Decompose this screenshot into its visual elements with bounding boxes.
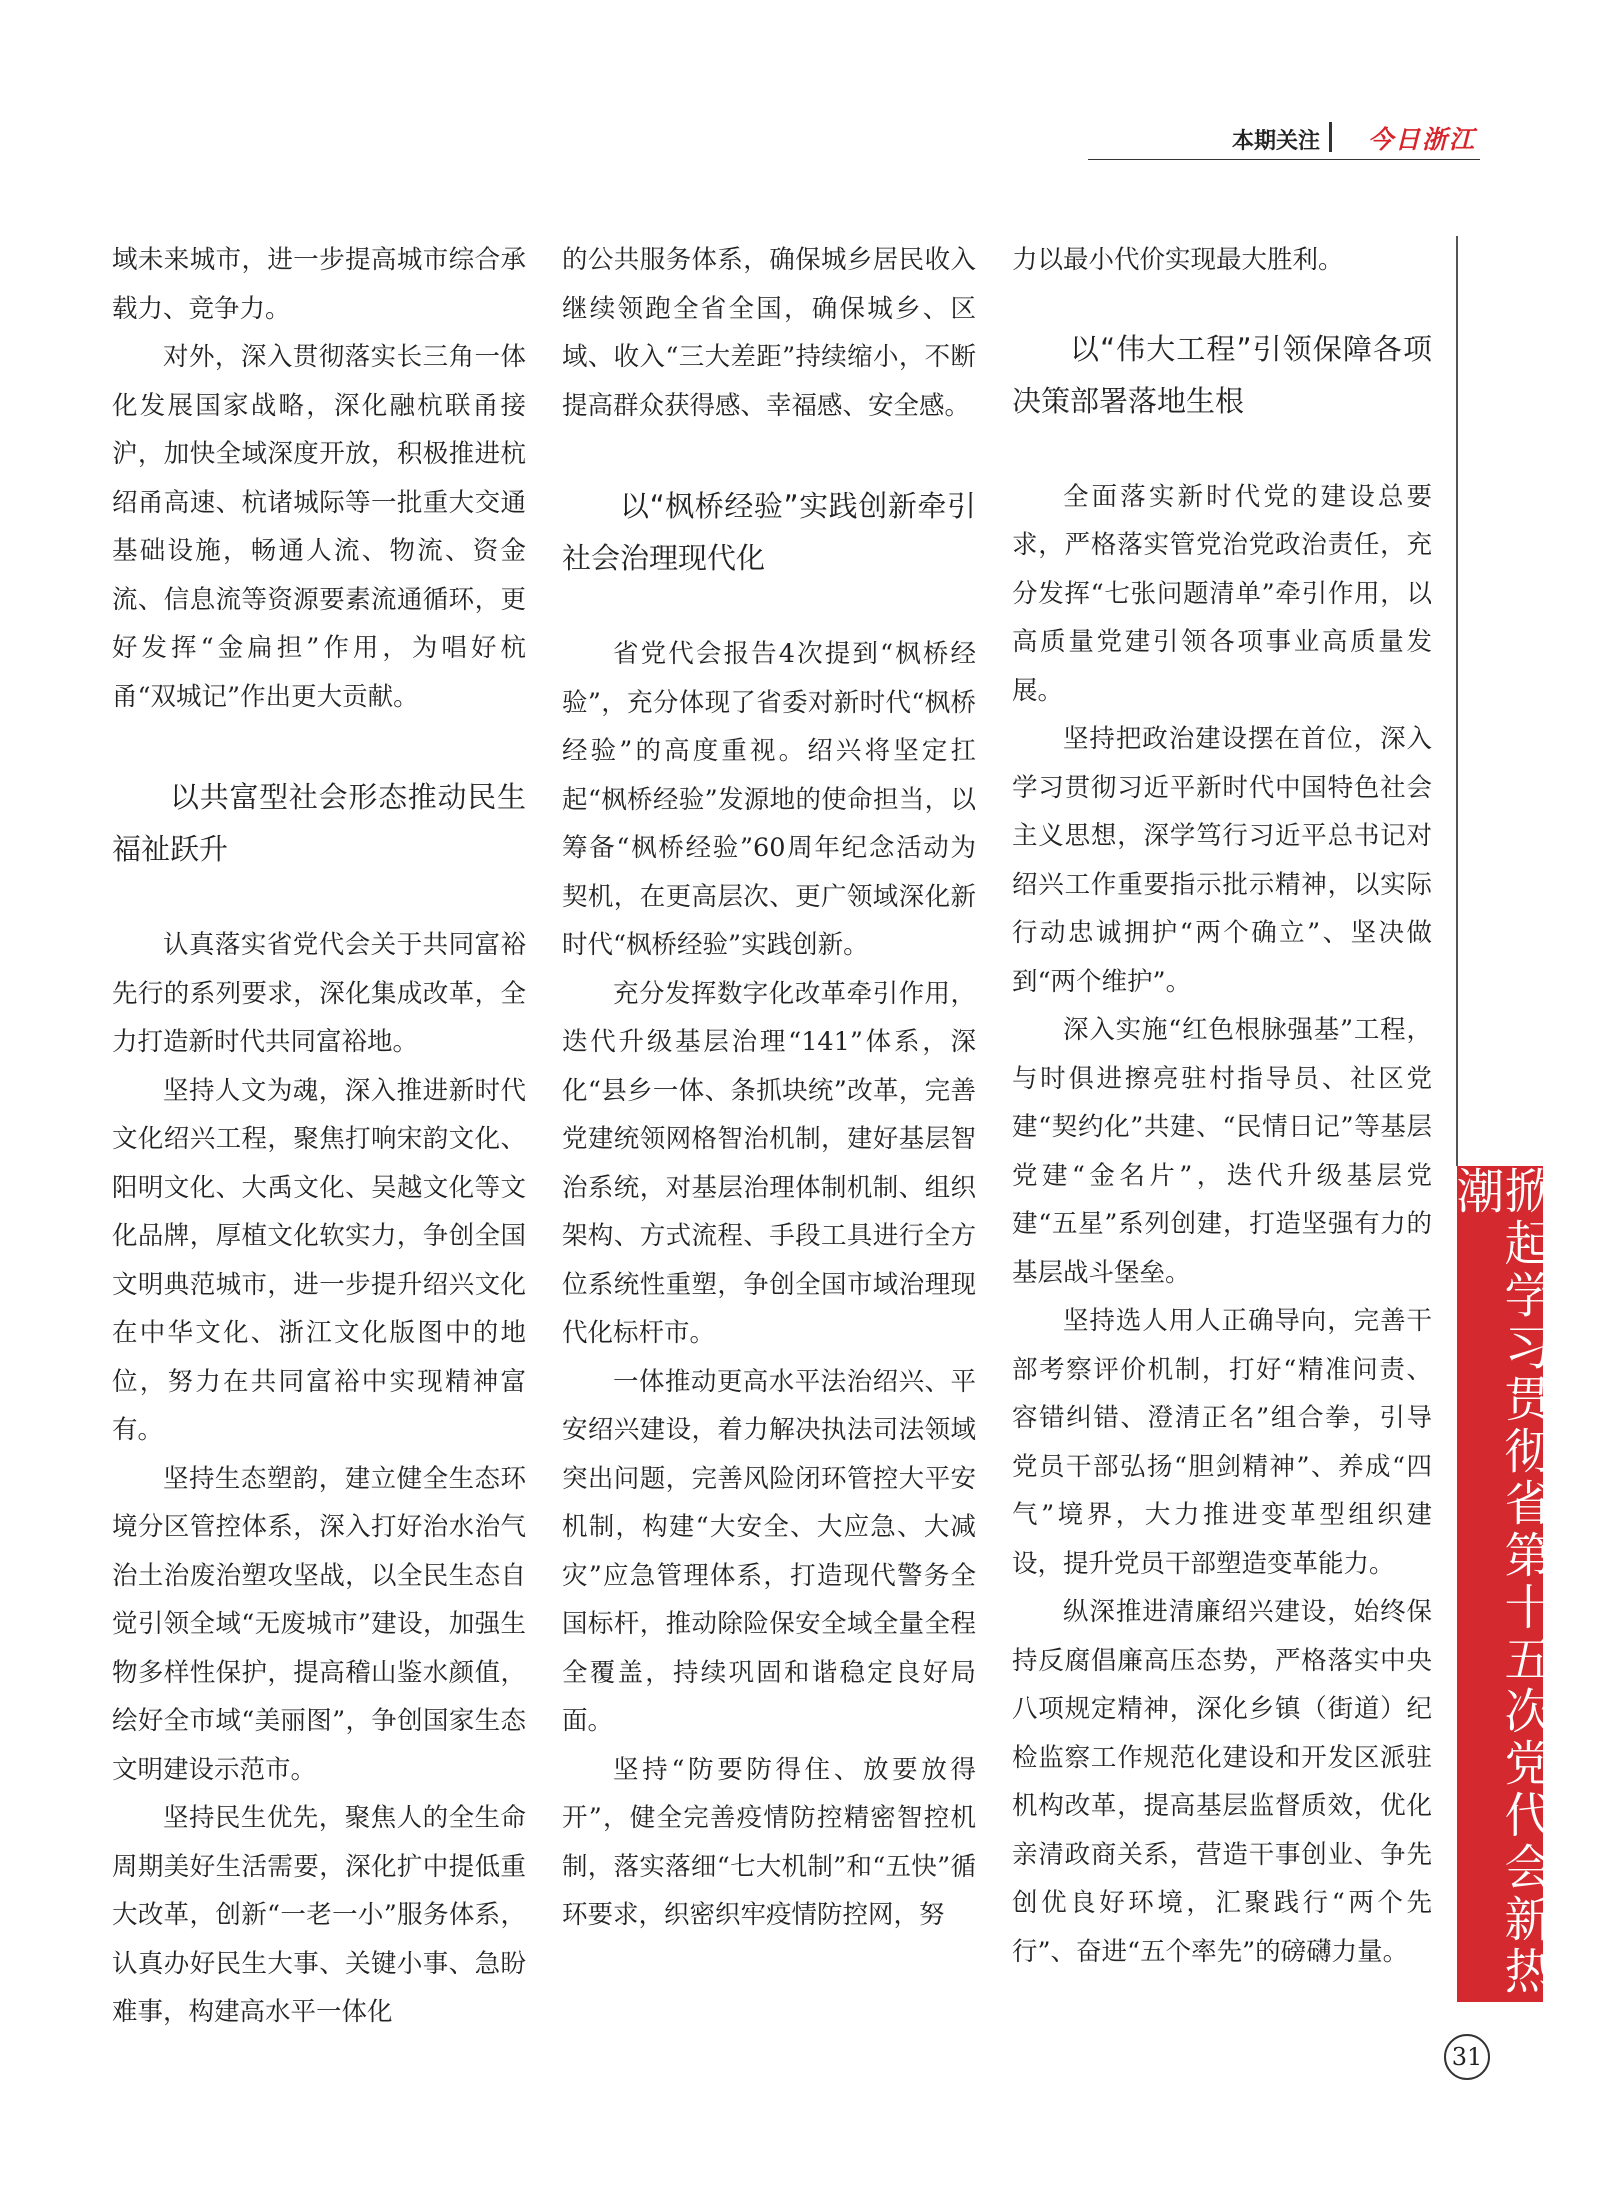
paragraph: 一体推动更高水平法治绍兴、平安绍兴建设，着力解决执法司法领域突出问题，完善风险闭环管控大平安机制，构建“大安全、大应急、大减灾”应急管理体系，打造现代警务全国标杆，推动除险保安全域全量全程全覆盖，持续巩固和谐稳定良好局面。 xyxy=(562,1366,976,1736)
paragraph: 域未来城市，进一步提高城市综合承载力、竞争力。 xyxy=(112,245,526,324)
section-label: 本期关注 xyxy=(1231,129,1320,154)
paragraph: 省党代会报告4次提到“枫桥经验”，充分体现了省委对新时代“枫桥经验”的高度重视。绍兴将坚定扛起“枫桥经验”发源地的使命担当，以筹备“枫桥经验”60周年纪念活动为契机，在更高层次、更广领域深化新时代“枫桥经验”实践创新。 xyxy=(562,639,976,960)
paragraph: 坚持把政治建设摆在首位，深入学习贯彻习近平新时代中国特色社会主义思想，深学笃行习近平总书记对绍兴工作重要指示批示精神，以实际行动忠诚拥护“两个确立”、坚决做到“两个维护”。 xyxy=(1012,724,1432,997)
paragraph: 力以最小代价实现最大胜利。 xyxy=(1012,245,1344,275)
topic-band xyxy=(1448,1166,1552,2002)
paragraph: 对外，深入贯彻落实长三角一体化发展国家战略，深化融杭联甬接沪，加快全域深度开放，积极推进杭绍甬高速、杭诸城际等一批重大交通基础设施，畅通人流、物流、资金流、信息流等资源要素流通循环，更好发挥“金扁担”作用，为唱好杭甬“双城记”作出更大贡献。 xyxy=(112,342,526,712)
column-2 xyxy=(562,236,976,1940)
header-divider xyxy=(1329,122,1332,152)
paragraph: 坚持人文为魂，深入推进新时代文化绍兴工程，聚焦打响宋韵文化、阳明文化、大禹文化、吴越文化等文化品牌，厚植文化软实力，争创全国文明典范城市，进一步提升绍兴文化在中华文化、浙江文化版图中的地位，努力在共同富裕中实现精神富有。 xyxy=(112,1075,526,1445)
paragraph: 认真落实省党代会关于共同富裕先行的系列要求，深化集成改革，全力打造新时代共同富裕地。 xyxy=(112,930,526,1057)
paragraph: 纵深推进清廉绍兴建设，始终保持反腐倡廉高压态势，严格落实中央八项规定精神，深化乡镇（街道）纪检监察工作规范化建设和开发区派驻机构改革，提高基层监督质效，优化亲清政商关系，营造干事创业、争先创优良好环境，汇聚践行“两个先行”、奋进“五个率先”的磅礴力量。 xyxy=(1012,1597,1432,1967)
paragraph: 坚持选人用人正确导向，完善干部考察评价机制，打好“精准问责、容错纠错、澄清正名”组合拳，引导党员干部弘扬“胆剑精神”、养成“四气”境界，大力推进变革型组织建设，提升党员干部塑造变革能力。 xyxy=(1012,1306,1432,1579)
magazine-logo: 今日浙江 xyxy=(1367,125,1476,154)
section-heading: 以“伟大工程”引领保障各项决策部署落地生根 xyxy=(1012,331,1432,418)
paragraph: 坚持“防要防得住、放要放得开”，健全完善疫情防控精密智控机制，落实落细“七大机制”和“五快”循环要求，织密织牢疫情防控网，努 xyxy=(562,1754,976,1930)
paragraph: 全面落实新时代党的建设总要求，严格落实管党治党政治责任，充分发挥“七张问题清单”牵引作用，以高质量党建引领各项事业高质量发展。 xyxy=(1012,481,1432,706)
section-heading: 以“枫桥经验”实践创新牵引社会治理现代化 xyxy=(562,489,976,575)
topic-band-text: 掀起学习贯彻省第十五次党代会新热潮 xyxy=(1448,1166,1552,1998)
column-3 xyxy=(1012,236,1432,1976)
page-number: 31 xyxy=(1444,2034,1490,2080)
paragraph: 坚持民生优先，聚焦人的全生命周期美好生活需要，深化扩中提低重大改革，创新“一老一小”服务体系，认真办好民生大事、关键小事、急盼难事，构建高水平一体化 xyxy=(112,1803,526,2027)
margin-rule xyxy=(1456,236,1458,1166)
paragraph: 的公共服务体系，确保城乡居民收入继续领跑全省全国，确保城乡、区域、收入“三大差距”持续缩小，不断提高群众获得感、幸福感、安全感。 xyxy=(562,245,976,421)
paragraph: 深入实施“红色根脉强基”工程，与时俱进擦亮驻村指导员、社区党建“契约化”共建、“民情日记”等基层党建“金名片”，迭代升级基层党建“五星”系列创建，打造坚强有力的基层战斗堡垒。 xyxy=(1012,1015,1432,1288)
section-heading: 以共富型社会形态推动民生福祉跃升 xyxy=(112,780,526,866)
column-1 xyxy=(112,236,526,2037)
page-header xyxy=(1088,118,1480,160)
paragraph: 充分发挥数字化改革牵引作用，迭代升级基层治理“141”体系，深化“县乡一体、条抓块统”改革，完善党建统领网格智治机制，建好基层智治系统，对基层治理体制机制、组织架构、方式流程、手段工具进行全方位系统性重塑，争创全国市域治理现代化标杆市。 xyxy=(562,978,976,1348)
paragraph: 坚持生态塑韵，建立健全生态环境分区管控体系，深入打好治水治气治土治废治塑攻坚战，以全民生态自觉引领全域“无废城市”建设，加强生物多样性保护，提高稽山鉴水颜值，绘好全市域“美丽图”，争创国家生态文明建设示范市。 xyxy=(112,1463,526,1785)
header-rule xyxy=(1088,159,1480,160)
